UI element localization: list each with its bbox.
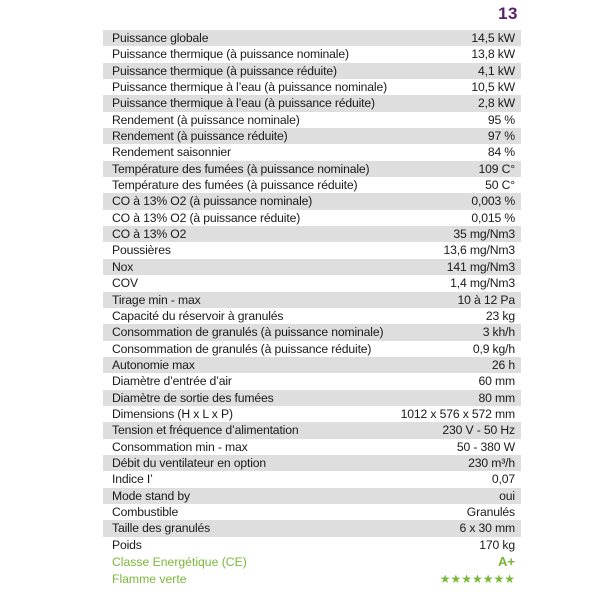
spec-value: 26 h: [491, 357, 515, 372]
spec-row: [103, 292, 521, 308]
spec-value: 230 V - 50 Hz: [442, 423, 515, 438]
spec-row: [103, 210, 521, 226]
spec-rows: [103, 30, 521, 553]
spec-label: CO à 13% O2: [112, 227, 187, 242]
spec-value: 23 kg: [485, 308, 515, 323]
spec-row: [103, 193, 521, 209]
spec-value: 4,1 kW: [477, 63, 515, 78]
spec-value: 141 mg/Nm3: [446, 259, 515, 274]
spec-value: 97 %: [487, 129, 515, 144]
spec-label: Autonomie max: [112, 357, 195, 372]
spec-label: Puissance thermique à l’eau (à puissance nominale): [112, 80, 388, 95]
spec-label: Poids: [112, 537, 142, 552]
spec-row: [103, 341, 521, 357]
spec-value: 84 %: [487, 145, 515, 160]
spec-label: Puissance globale: [112, 31, 209, 45]
spec-label: Capacité du réservoir à granulés: [112, 308, 284, 323]
spec-row: [103, 520, 521, 536]
star-rating-icons: ★★★★★★★: [439, 571, 515, 586]
spec-label: Consommation de granulés (à puissance nominale): [112, 325, 384, 340]
spec-label: Puissance thermique (à puissance réduite): [112, 63, 337, 78]
spec-value: 2,8 kW: [477, 96, 515, 111]
green-flame-row: [103, 570, 521, 587]
spec-label: Température des fumées (à puissance réduite): [112, 178, 358, 193]
spec-label: COV: [112, 276, 138, 291]
spec-label: Puissance thermique (à puissance nominale): [112, 47, 349, 62]
spec-row: [103, 177, 521, 193]
spec-row: [103, 112, 521, 128]
energy-class-row: [103, 553, 521, 570]
spec-row: [103, 275, 521, 291]
spec-value: 80 mm: [478, 390, 515, 405]
green-flame-label: Flamme verte: [112, 571, 187, 586]
spec-label: Poussières: [112, 243, 171, 258]
spec-row: [103, 390, 521, 406]
spec-label: Dimensions (H x L x P): [112, 406, 233, 421]
spec-value: 13,8 kW: [471, 47, 515, 62]
spec-label: Débit du ventilateur en option: [112, 455, 267, 470]
spec-value: Granulés: [466, 504, 515, 519]
spec-row: [103, 144, 521, 160]
spec-row: [103, 308, 521, 324]
spec-value: 170 kg: [479, 537, 515, 552]
spec-value: 0,07: [491, 472, 515, 487]
spec-label: Rendement (à puissance réduite): [112, 129, 288, 144]
spec-row: [103, 422, 521, 438]
spec-row: [103, 373, 521, 389]
spec-value: 0,003 %: [471, 194, 515, 209]
spec-label: Consommation min - max: [112, 439, 248, 454]
spec-row: [103, 30, 521, 46]
spec-row: [103, 63, 521, 79]
spec-label: Indice I’: [112, 472, 153, 487]
page-number: 13: [498, 4, 518, 23]
spec-row: [103, 537, 521, 553]
spec-value: 6 x 30 mm: [459, 521, 515, 536]
spec-row: [103, 406, 521, 422]
spec-value: 109 C°: [478, 161, 515, 176]
spec-label: Rendement saisonnier: [112, 145, 231, 160]
specifications-table: [103, 30, 521, 587]
spec-label: Tirage min - max: [112, 292, 201, 307]
spec-row: [103, 324, 521, 340]
spec-label: Nox: [112, 259, 134, 274]
spec-row: [103, 161, 521, 177]
spec-value: 50 C°: [485, 178, 515, 193]
spec-row: [103, 79, 521, 95]
spec-value: 60 mm: [478, 374, 515, 389]
spec-value: 50 - 380 W: [456, 439, 515, 454]
energy-class-value: A+: [498, 554, 515, 569]
spec-value: 0,015 %: [471, 210, 515, 225]
spec-row: [103, 46, 521, 62]
spec-row: [103, 488, 521, 504]
energy-class-label: Classe Energétique (CE): [112, 554, 247, 569]
spec-label: Rendement (à puissance nominale): [112, 112, 300, 127]
spec-row: [103, 357, 521, 373]
spec-label: Consommation de granulés (à puissance réduite): [112, 341, 372, 356]
spec-label: Température des fumées (à puissance nominale): [112, 161, 370, 176]
spec-row: [103, 128, 521, 144]
spec-row: [103, 471, 521, 487]
spec-label: Combustible: [112, 504, 179, 519]
spec-value: 95 %: [487, 112, 515, 127]
spec-row: [103, 259, 521, 275]
spec-value: 0,9 kg/h: [472, 341, 515, 356]
spec-value: 10 à 12 Pa: [457, 292, 515, 307]
spec-label: CO à 13% O2 (à puissance réduite): [112, 210, 301, 225]
spec-label: CO à 13% O2 (à puissance nominale): [112, 194, 313, 209]
spec-label: Diamètre d’entrée d’air: [112, 374, 232, 389]
spec-value: 13,6 mg/Nm3: [443, 243, 515, 258]
spec-value: 14,5 kW: [471, 31, 515, 45]
spec-row: [103, 242, 521, 258]
spec-label: Diamètre de sortie des fumées: [112, 390, 274, 405]
spec-value: 1,4 mg/Nm3: [450, 276, 515, 291]
spec-label: Puissance thermique à l’eau (à puissance réduite): [112, 96, 375, 111]
spec-value: 1012 x 576 x 572 mm: [400, 406, 515, 421]
spec-label: Mode stand by: [112, 488, 190, 503]
spec-label: Taille des granulés: [112, 521, 211, 536]
spec-value: oui: [499, 488, 515, 503]
spec-row: [103, 439, 521, 455]
spec-row: [103, 226, 521, 242]
spec-value: 230 m³/h: [468, 455, 515, 470]
spec-row: [103, 455, 521, 471]
spec-row: [103, 504, 521, 520]
spec-row: [103, 95, 521, 111]
spec-label: Tension et fréquence d’alimentation: [112, 423, 299, 438]
spec-value: 35 mg/Nm3: [453, 227, 515, 242]
spec-value: 3 kh/h: [482, 325, 515, 340]
spec-value: 10,5 kW: [471, 80, 515, 95]
